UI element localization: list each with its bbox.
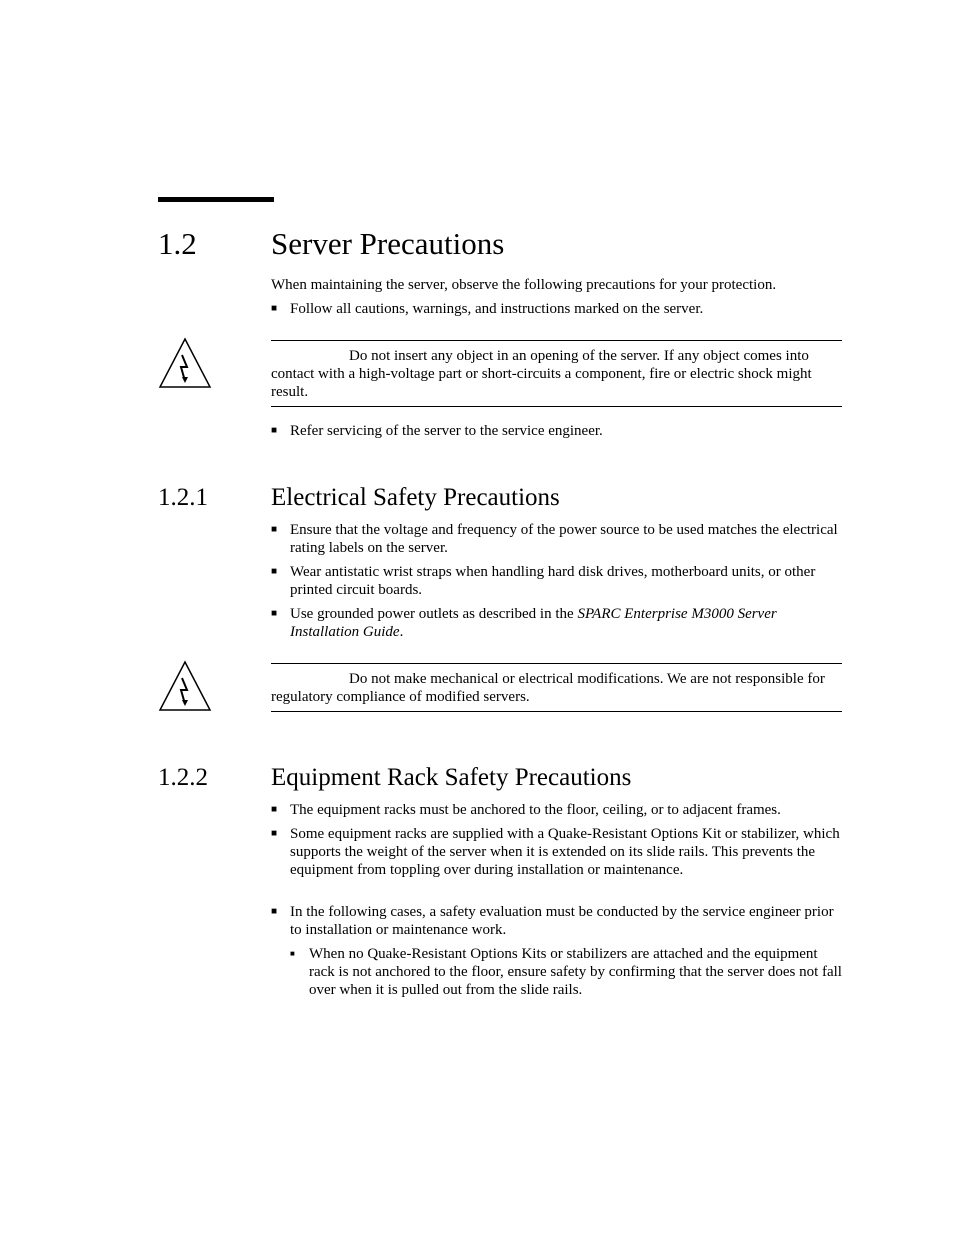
list-item: ■ Ensure that the voltage and frequency of the power source to be used matches the electrical rating labels on the server. — [271, 522, 838, 556]
bullet-marker: ■ — [271, 906, 278, 917]
bullet-marker: ■ — [271, 425, 278, 436]
guide-title: SPARC Enterprise M3000 Server Installation Guide — [290, 606, 777, 640]
section-intro: When maintaining the server, observe the following precautions for your protection. — [271, 277, 777, 293]
list-item: ■ Some equipment racks are supplied with a Quake-Resistant Options Kit or stabilizer, which supports the weight of the server when it is extended on its slide rails. This prevents the equipment from toppling over during installation or maintenance. — [271, 826, 840, 878]
high-voltage-warning-icon — [158, 337, 212, 389]
warning-notice — [271, 340, 842, 407]
sub-list-item: ■ When no Quake-Resistant Options Kits or stabilizers are attached and the equipment rack is not anchored to the floor, ensure safety by confirming that the server does not fall over when it is pulled out from the slide rails. — [290, 946, 842, 998]
list-item: ■ Follow all cautions, warnings, and instructions marked on the server. — [271, 301, 704, 317]
subsection-title: Electrical Safety Precautions — [271, 484, 560, 511]
subsection-title: Equipment Rack Safety Precautions — [271, 764, 632, 791]
warning-notice — [271, 663, 842, 712]
list-item: ■ Wear antistatic wrist straps when handling hard disk drives, motherboard units, or other printed circuit boards. — [271, 564, 816, 598]
section-number: 1.2 — [158, 226, 197, 261]
bullet-marker: ■ — [271, 566, 278, 577]
high-voltage-warning-icon — [158, 660, 212, 712]
bullet-marker: ■ — [271, 524, 278, 535]
section-title: Server Precautions — [271, 226, 505, 261]
list-item: ■ Refer servicing of the server to the service engineer. — [271, 423, 603, 439]
subsection-number: 1.2.2 — [158, 764, 208, 791]
subsection-number: 1.2.1 — [158, 484, 208, 511]
list-item: ■ In the following cases, a safety evaluation must be conducted by the service engineer prior to installation or maintenance work. — [271, 904, 834, 938]
bullet-marker: ■ — [271, 303, 278, 314]
bullet-marker: ■ — [271, 608, 278, 619]
section-top-rule — [158, 197, 274, 202]
warning-text: Do not make mechanical or electrical modifications. We are not responsible for regulatory compliance of modified servers. — [271, 671, 825, 705]
bullet-marker: ■ — [271, 804, 278, 815]
warning-text: Do not insert any object in an opening of the server. If any object comes into contact with a high-voltage part or short-circuits a component, fire or electric shock might result. — [271, 348, 812, 400]
list-item: ■ The equipment racks must be anchored to the floor, ceiling, or to adjacent frames. — [271, 802, 781, 818]
list-item: ■ Use grounded power outlets as described in the SPARC Enterprise M3000 Server Installation Guide. — [271, 606, 777, 640]
bullet-marker: ■ — [271, 828, 278, 839]
bullet-marker: ■ — [290, 949, 295, 958]
